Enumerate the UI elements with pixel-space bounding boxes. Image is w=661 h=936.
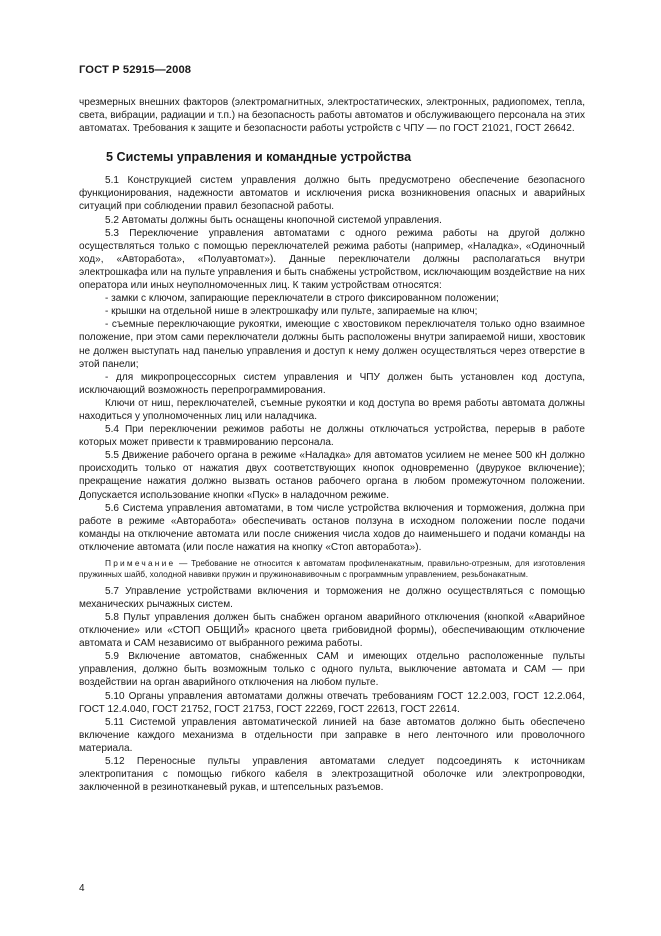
paragraph-5-5: 5.5 Движение рабочего органа в режиме «Наладка» для автоматов усилием не менее 500 кН должно происходить только от нажатия двух соответствующих кнопок одновременно (двурукое включение); прекращение нажатия должно вызвать останов рабочего органа в любом промежуточном положении. Допускается использование кнопки «Пуск» в наладочном режиме.: [79, 450, 585, 501]
paragraph-5-7: 5.7 Управление устройствами включения и торможения не должно осуществляться с помощью механических рычажных систем.: [79, 585, 585, 610]
note-label: Примечание: [105, 558, 176, 568]
list-item: - замки с ключом, запирающие переключатели в строго фиксированном положении;: [105, 293, 499, 305]
document-header: ГОСТ Р 52915—2008: [79, 64, 192, 76]
page-number: 4: [79, 883, 85, 894]
section-heading: 5 Системы управления и командные устройства: [106, 150, 412, 165]
list-item: - крышки на отдельной нише в электрошкафу или пульте, запираемые на ключ;: [105, 306, 478, 318]
paragraph-5-8: 5.8 Пульт управления должен быть снабжен органом аварийного отключения (кнопкой «Аварийное отключение» или «СТОП ОБЩИЙ» красного цвета грибовидной формы), обеспечивающим отключение автомата и САМ независимо от выбранного режима работы.: [79, 612, 585, 650]
paragraph-5-2: 5.2 Автоматы должны быть оснащены кнопочной системой управления.: [105, 214, 442, 226]
keys-paragraph: Ключи от ниш, переключателей, съемные рукоятки и код доступа во время работы автомата должны находиться у уполномоченных лиц или наладчика.: [79, 397, 585, 422]
paragraph-5-1: 5.1 Конструкцией систем управления должно быть предусмотрено обеспечение безопасного функционирования, надежности автоматов и исключения риска возникновения опасных и аварийных ситуаций при соблюдении правил безопасной работы.: [79, 175, 585, 213]
paragraph-5-6: 5.6 Система управления автоматами, в том числе устройства включения и торможения, должна при работе в режиме «Авторабота» обеспечивать останов ползуна в исходном положении после подачи команды на отключение автомата или после снижения числа ходов до наименьшего и подачи команды на отключение автомата (или после нажатия на кнопку «Стоп авторабота»).: [79, 502, 585, 553]
list-item: - съемные переключающие рукоятки, имеющие с хвостовиком переключателя только одно взаимное положение, при этом сами переключатели должны быть расположены внутри запираемой ниши, хвостовик не должен выступать над панелью управления и доступ к нему должен осуществляться через отверстие в этой панели;: [79, 319, 585, 370]
note: [79, 558, 585, 581]
paragraph-5-4: 5.4 При переключении режимов работы не должны отключаться устройства, перерыв в работе которых может привести к травмированию персонала.: [79, 424, 585, 449]
document-body: [79, 96, 585, 794]
paragraph-5-10: 5.10 Органы управления автоматами должны отвечать требованиям ГОСТ 12.2.003, ГОСТ 12.2.064, ГОСТ 12.4.040, ГОСТ 21752, ГОСТ 21753, ГОСТ 22269, ГОСТ 22613, ГОСТ 22614.: [79, 690, 585, 715]
list-item: - для микропроцессорных систем управления и ЧПУ должен быть установлен код доступа, исключающий возможность перепрограммирования.: [79, 371, 585, 396]
paragraph-5-12: 5.12 Переносные пульты управления автоматами следует подсоединять к источникам электропитания с помощью гибкого кабеля в электрозащитной оболочке или электропроводки, заключенной в резинотканевый рукав, и штепсельных разъемов.: [79, 756, 585, 794]
paragraph-5-3: 5.3 Переключение управления автоматами с одного режима работы на другой должно осуществляться только с помощью переключателей режима работы (например, «Наладка», «Одиночный ход», «Авторабота», «Полуавтомат»). Данные переключатели должны располагаться внутри электрошкафа или на пульте управления и быть снабжены устройством, исключающим воздействие на них оператора или иных неуполномоченных лиц. К таким устройствам относятся:: [79, 227, 585, 292]
paragraph-5-11: 5.11 Системой управления автоматической линией на базе автоматов должно быть обеспечено включение каждого механизма в отдельности при заправке в него ленточного или проволочного материала.: [79, 716, 585, 754]
paragraph-5-9: 5.9 Включение автоматов, снабженных САМ и имеющих отдельно расположенные пульты управления, должно быть возможным только с одного пульта, выключение автомата и САМ — при воздействии на орган аварийного отключения на любом пульте.: [79, 651, 585, 689]
note-text: — Требование не относится к автоматам профиленакатным, правильно-отрезным, для изготовления пружинных шайб, холодной навивки пружин и пружинонавивочным с программным управлением, резьбонакатным.: [79, 558, 585, 580]
intro-paragraph: чрезмерных внешних факторов (электромагнитных, электростатических, электронных, радиопомех, тепла, света, вибрации, радиации и т.п.) на безопасность работы автоматов и обслуживающего персонала на этих автоматах. Требования к защите и безопасности работы устройств с ЧПУ — по ГОСТ 21021, ГОСТ 26642.: [79, 97, 585, 135]
